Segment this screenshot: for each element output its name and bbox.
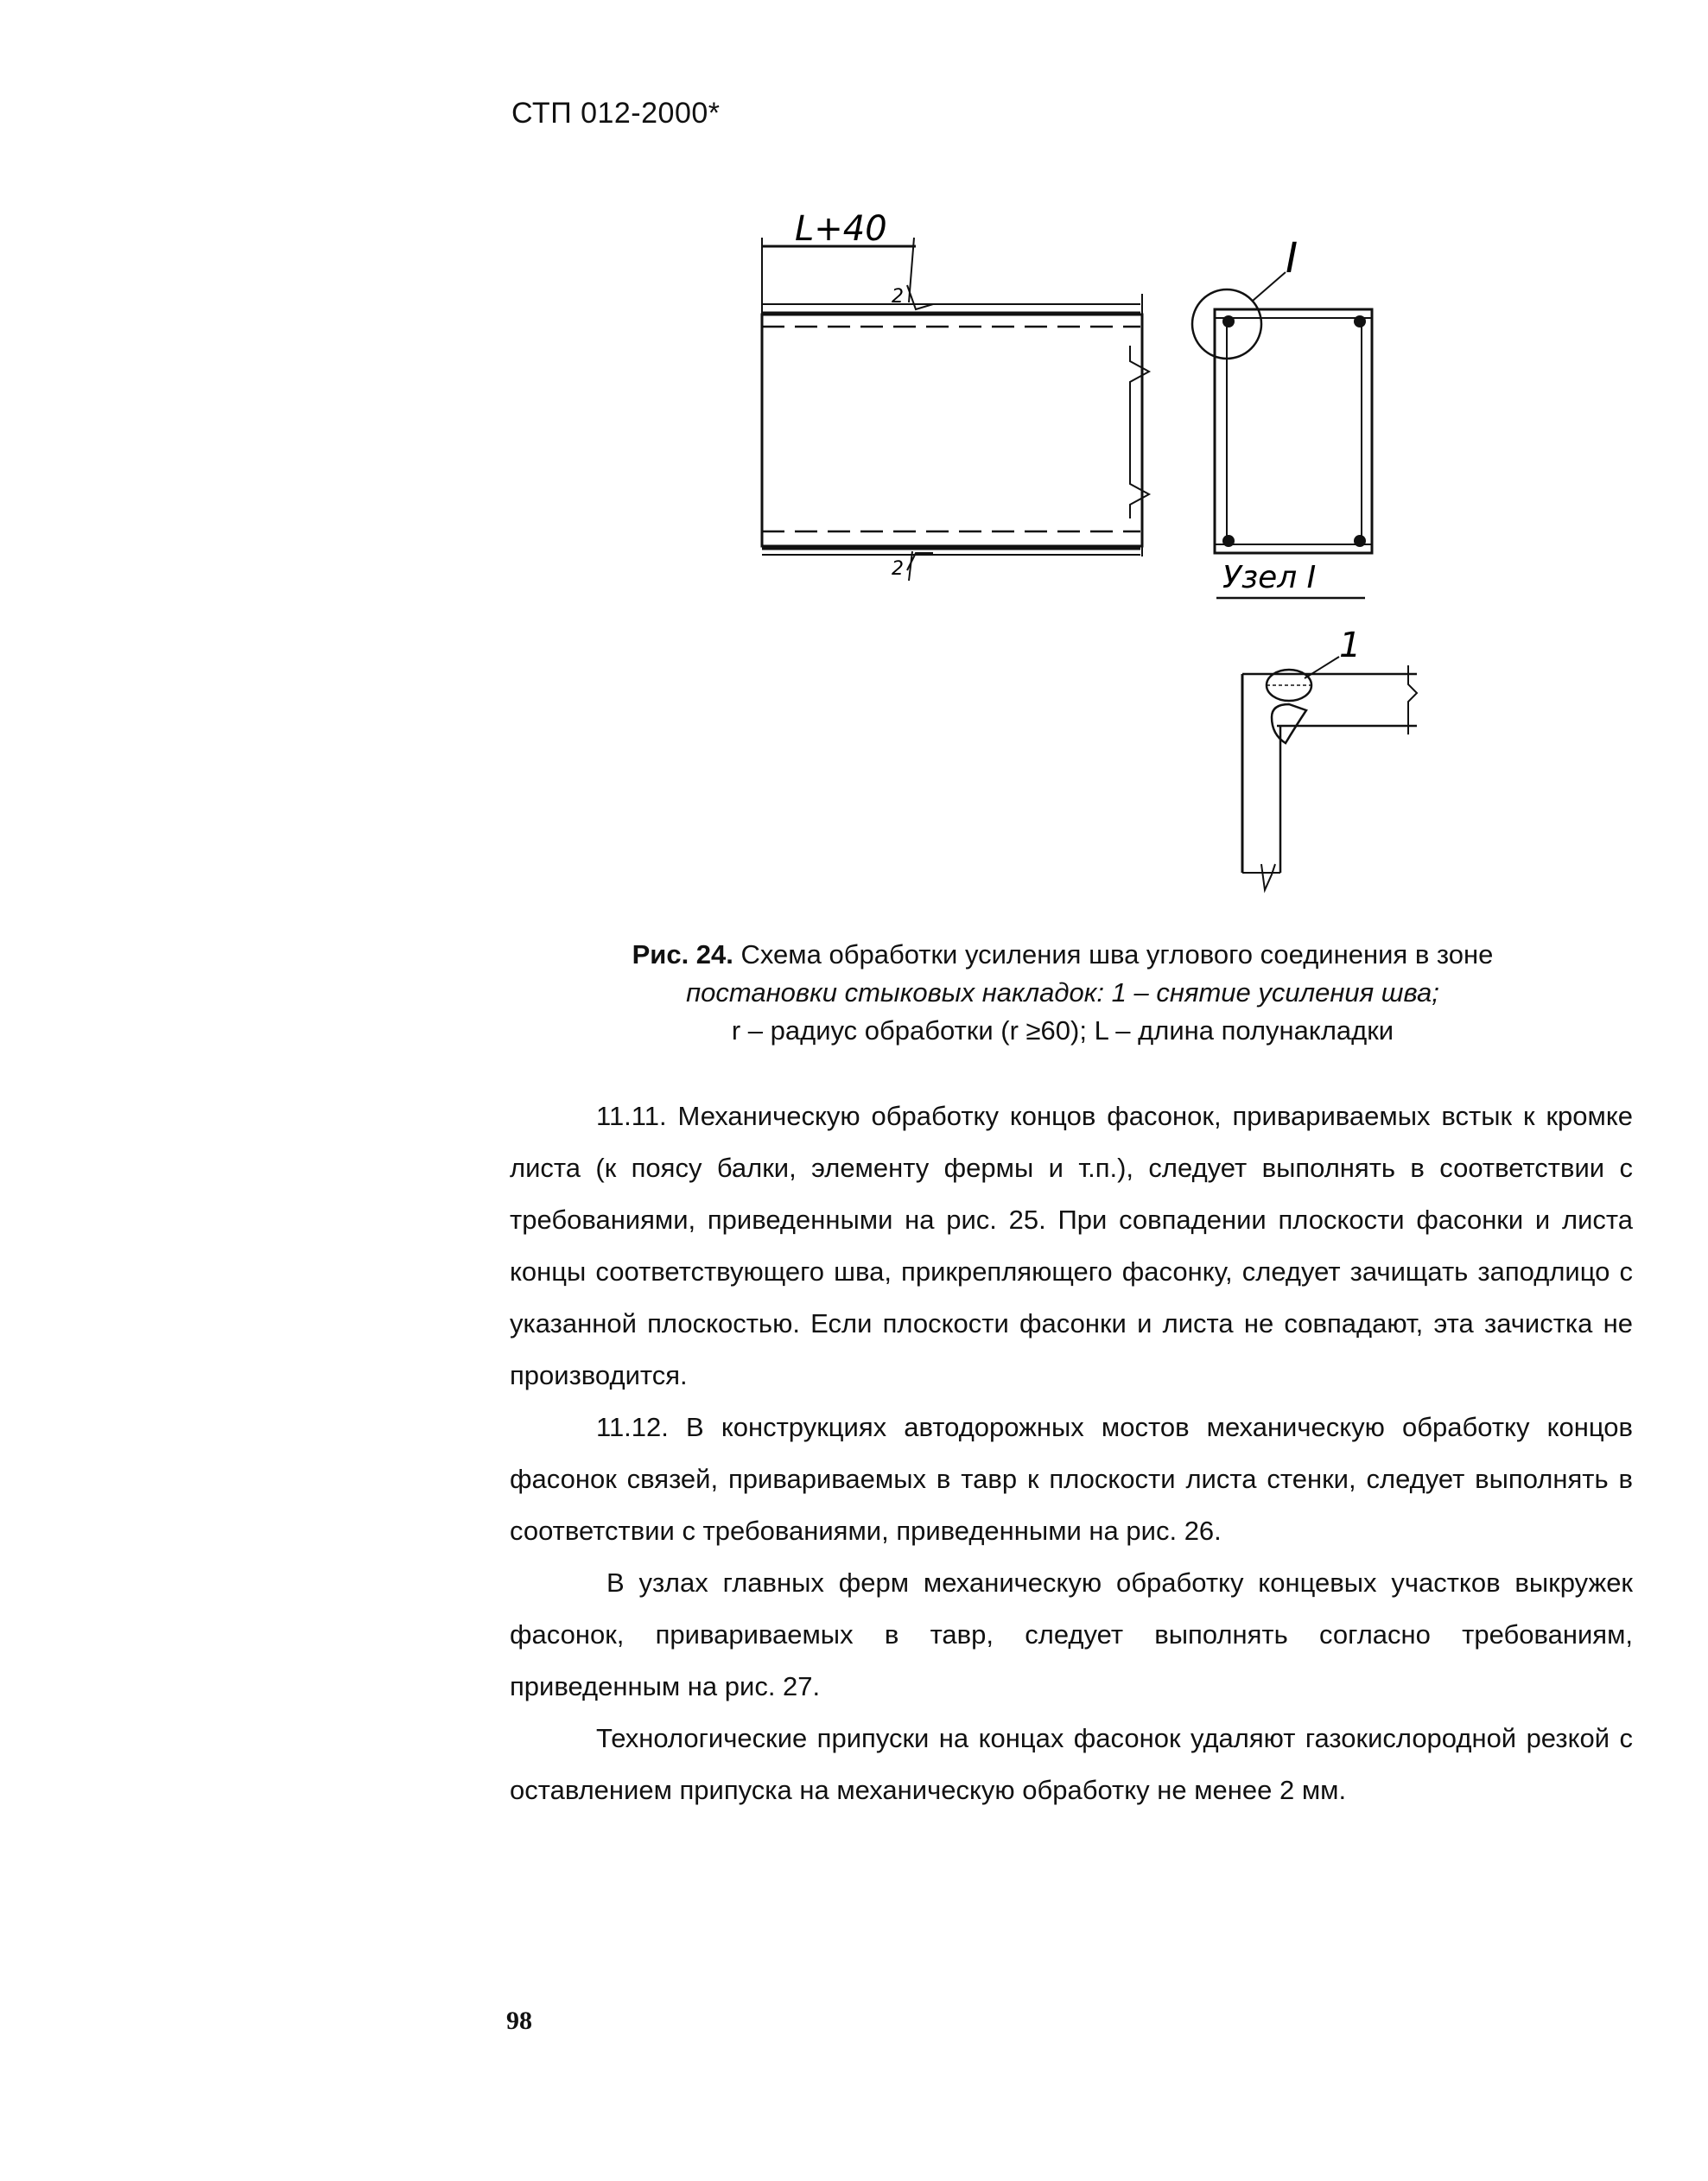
document-code: СТП 012-2000* xyxy=(511,97,721,130)
figure-caption-label: Рис. 24. xyxy=(632,939,733,970)
weld-scheme-svg xyxy=(743,207,1451,899)
figure-caption xyxy=(518,936,1607,1050)
node-callout-label: I xyxy=(1286,234,1298,283)
figure-caption-line1: Схема обработки усиления шва углового соединения в зоне xyxy=(733,939,1494,970)
paragraph-main-truss-nodes: В узлах главных ферм механическую обработку концевых участков выкружек фасонок, привариваемых в тавр, следует выполнять согласно требованиям, приведенным на рис. 27. xyxy=(510,1567,1633,1701)
callout-number-1: 1 xyxy=(1339,626,1362,665)
paragraph-11-12: 11.12. В конструкциях автодорожных мостов механическую обработку концов фасонок связей, привариваемых в тавр к плоскости листа стенки, следует выполнять в соответствии с требованиями, приведенными на рис. 26. xyxy=(510,1412,1633,1546)
node-detail-title: Узел I xyxy=(1222,560,1317,595)
weld-bead xyxy=(1272,704,1306,743)
figure-caption-line2: постановки стыковых накладок: 1 – снятие усиления шва; xyxy=(686,977,1439,1008)
figure-24-drawing xyxy=(743,207,1451,899)
paragraph-11-11: 11.11. Механическую обработку концов фасонок, привариваемых встык к кромке листа (к поясу балки, элементу фермы и т.п.), следует выполнять в соответствии с требованиями, приведенными на рис. 25. При совпадении плоскости фасонки и листа концы соответствующего шва, прикрепляющего фасонку, следует зачищать заподлицо с указанной плоскостью. Если плоскости фасонки и листа не совпадают, эта зачистка не производится. xyxy=(510,1101,1633,1390)
figure-caption-line3: r – радиус обработки (r ≥60); L – длина полунакладки xyxy=(731,1015,1394,1046)
weld-size-top-label: 2 xyxy=(892,286,904,308)
beam-side-view xyxy=(762,315,1142,546)
box-section xyxy=(1215,309,1372,553)
weld-size-bottom-label: 2 xyxy=(892,558,904,580)
dimension-label: L+40 xyxy=(795,209,887,249)
paragraph-technological-allowances: Технологические припуски на концах фасонок удаляют газокислородной резкой с оставлением припуска на механическую обработку не менее 2 мм. xyxy=(510,1723,1633,1805)
body-text xyxy=(510,1090,1633,1816)
page-number: 98 xyxy=(506,2006,532,2035)
